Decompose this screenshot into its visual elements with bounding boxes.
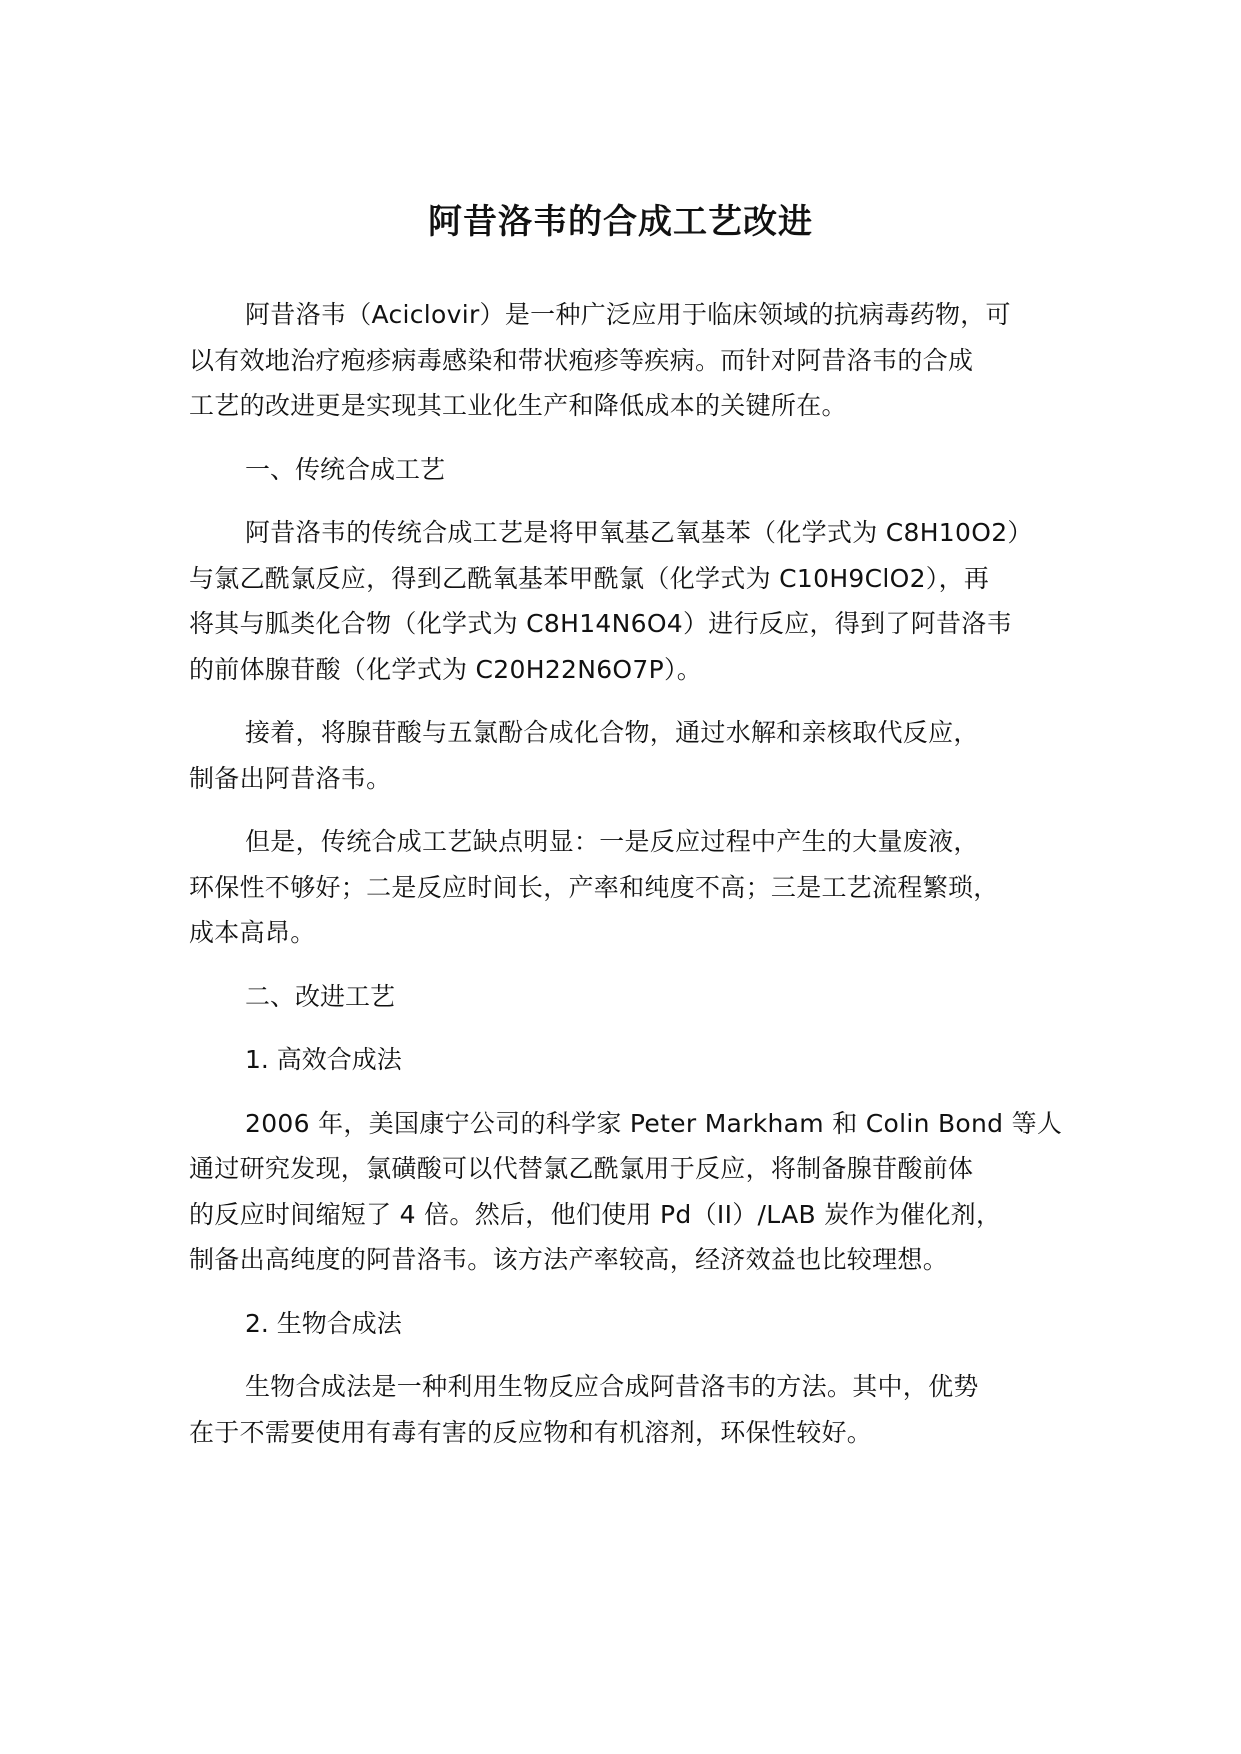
text-line: 2006 年，美国康宁公司的科学家 Peter Markham 和 Colin Bond 等人 xyxy=(245,1108,1063,1138)
document-title: 阿昔洛韦的合成工艺改进 xyxy=(428,201,813,242)
text-line: 在于不需要使用有毒有害的反应物和有机溶剂，环保性较好。 xyxy=(189,1417,873,1447)
section-heading-traditional: 一、传统合成工艺 xyxy=(245,454,446,484)
text-line: 接着，将腺苷酸与五氯酚合成化合物，通过水解和亲核取代反应， xyxy=(245,718,979,747)
text-line: 的前体腺苷酸（化学式为 C20H22N6O7P）。 xyxy=(189,654,703,684)
text-line: 生物合成法是一种利用生物反应合成阿昔洛韦的方法。其中，优势 xyxy=(245,1372,979,1401)
section-heading-improved: 二、改进工艺 xyxy=(245,981,396,1011)
text-line: 阿昔洛韦（Aciclovir）是一种广泛应用于临床领域的抗病毒药物，可 xyxy=(245,300,1011,329)
text-line: 通过研究发现，氯磺酸可以代替氯乙酰氯用于反应，将制备腺苷酸前体 xyxy=(189,1154,974,1183)
text-line: 工艺的改进更是实现其工业化生产和降低成本的关键所在。 xyxy=(189,391,847,420)
subsection-heading-biosynthesis: 2. 生物合成法 xyxy=(245,1308,402,1338)
intro-paragraph xyxy=(189,292,1079,429)
text-line: 将其与胍类化合物（化学式为 C8H14N6O4）进行反应，得到了阿昔洛韦 xyxy=(189,609,1012,638)
text-line: 以有效地治疗疱疹病毒感染和带状疱疹等疾病。而针对阿昔洛韦的合成 xyxy=(189,345,974,375)
next-step-paragraph xyxy=(189,710,1079,801)
efficient-synthesis-paragraph xyxy=(189,1101,1079,1283)
text-line: 制备出高纯度的阿昔洛韦。该方法产率较高，经济效益也比较理想。 xyxy=(189,1245,949,1274)
traditional-process-paragraph xyxy=(189,510,1079,692)
text-line: 制备出阿昔洛韦。 xyxy=(189,763,392,793)
subsection-heading-efficient: 1. 高效合成法 xyxy=(245,1045,402,1074)
text-line: 与氯乙酰氯反应，得到乙酰氧基苯甲酰氯（化学式为 C10H9ClO2），再 xyxy=(189,563,990,593)
text-line: 但是，传统合成工艺缺点明显：一是反应过程中产生的大量废液， xyxy=(245,827,979,856)
text-line: 的反应时间缩短了 4 倍。然后，他们使用 Pd（II）/LAB 炭作为催化剂， xyxy=(189,1199,1002,1229)
drawbacks-paragraph xyxy=(189,819,1079,956)
text-line: 阿昔洛韦的传统合成工艺是将甲氧基乙氧基苯（化学式为 C8H10O2） xyxy=(245,518,1033,547)
text-line: 环保性不够好；二是反应时间长，产率和纯度不高；三是工艺流程繁琐， xyxy=(189,872,999,902)
biosynthesis-paragraph xyxy=(189,1364,1079,1455)
document-body xyxy=(189,292,1079,1473)
text-line: 成本高昂。 xyxy=(189,918,316,947)
